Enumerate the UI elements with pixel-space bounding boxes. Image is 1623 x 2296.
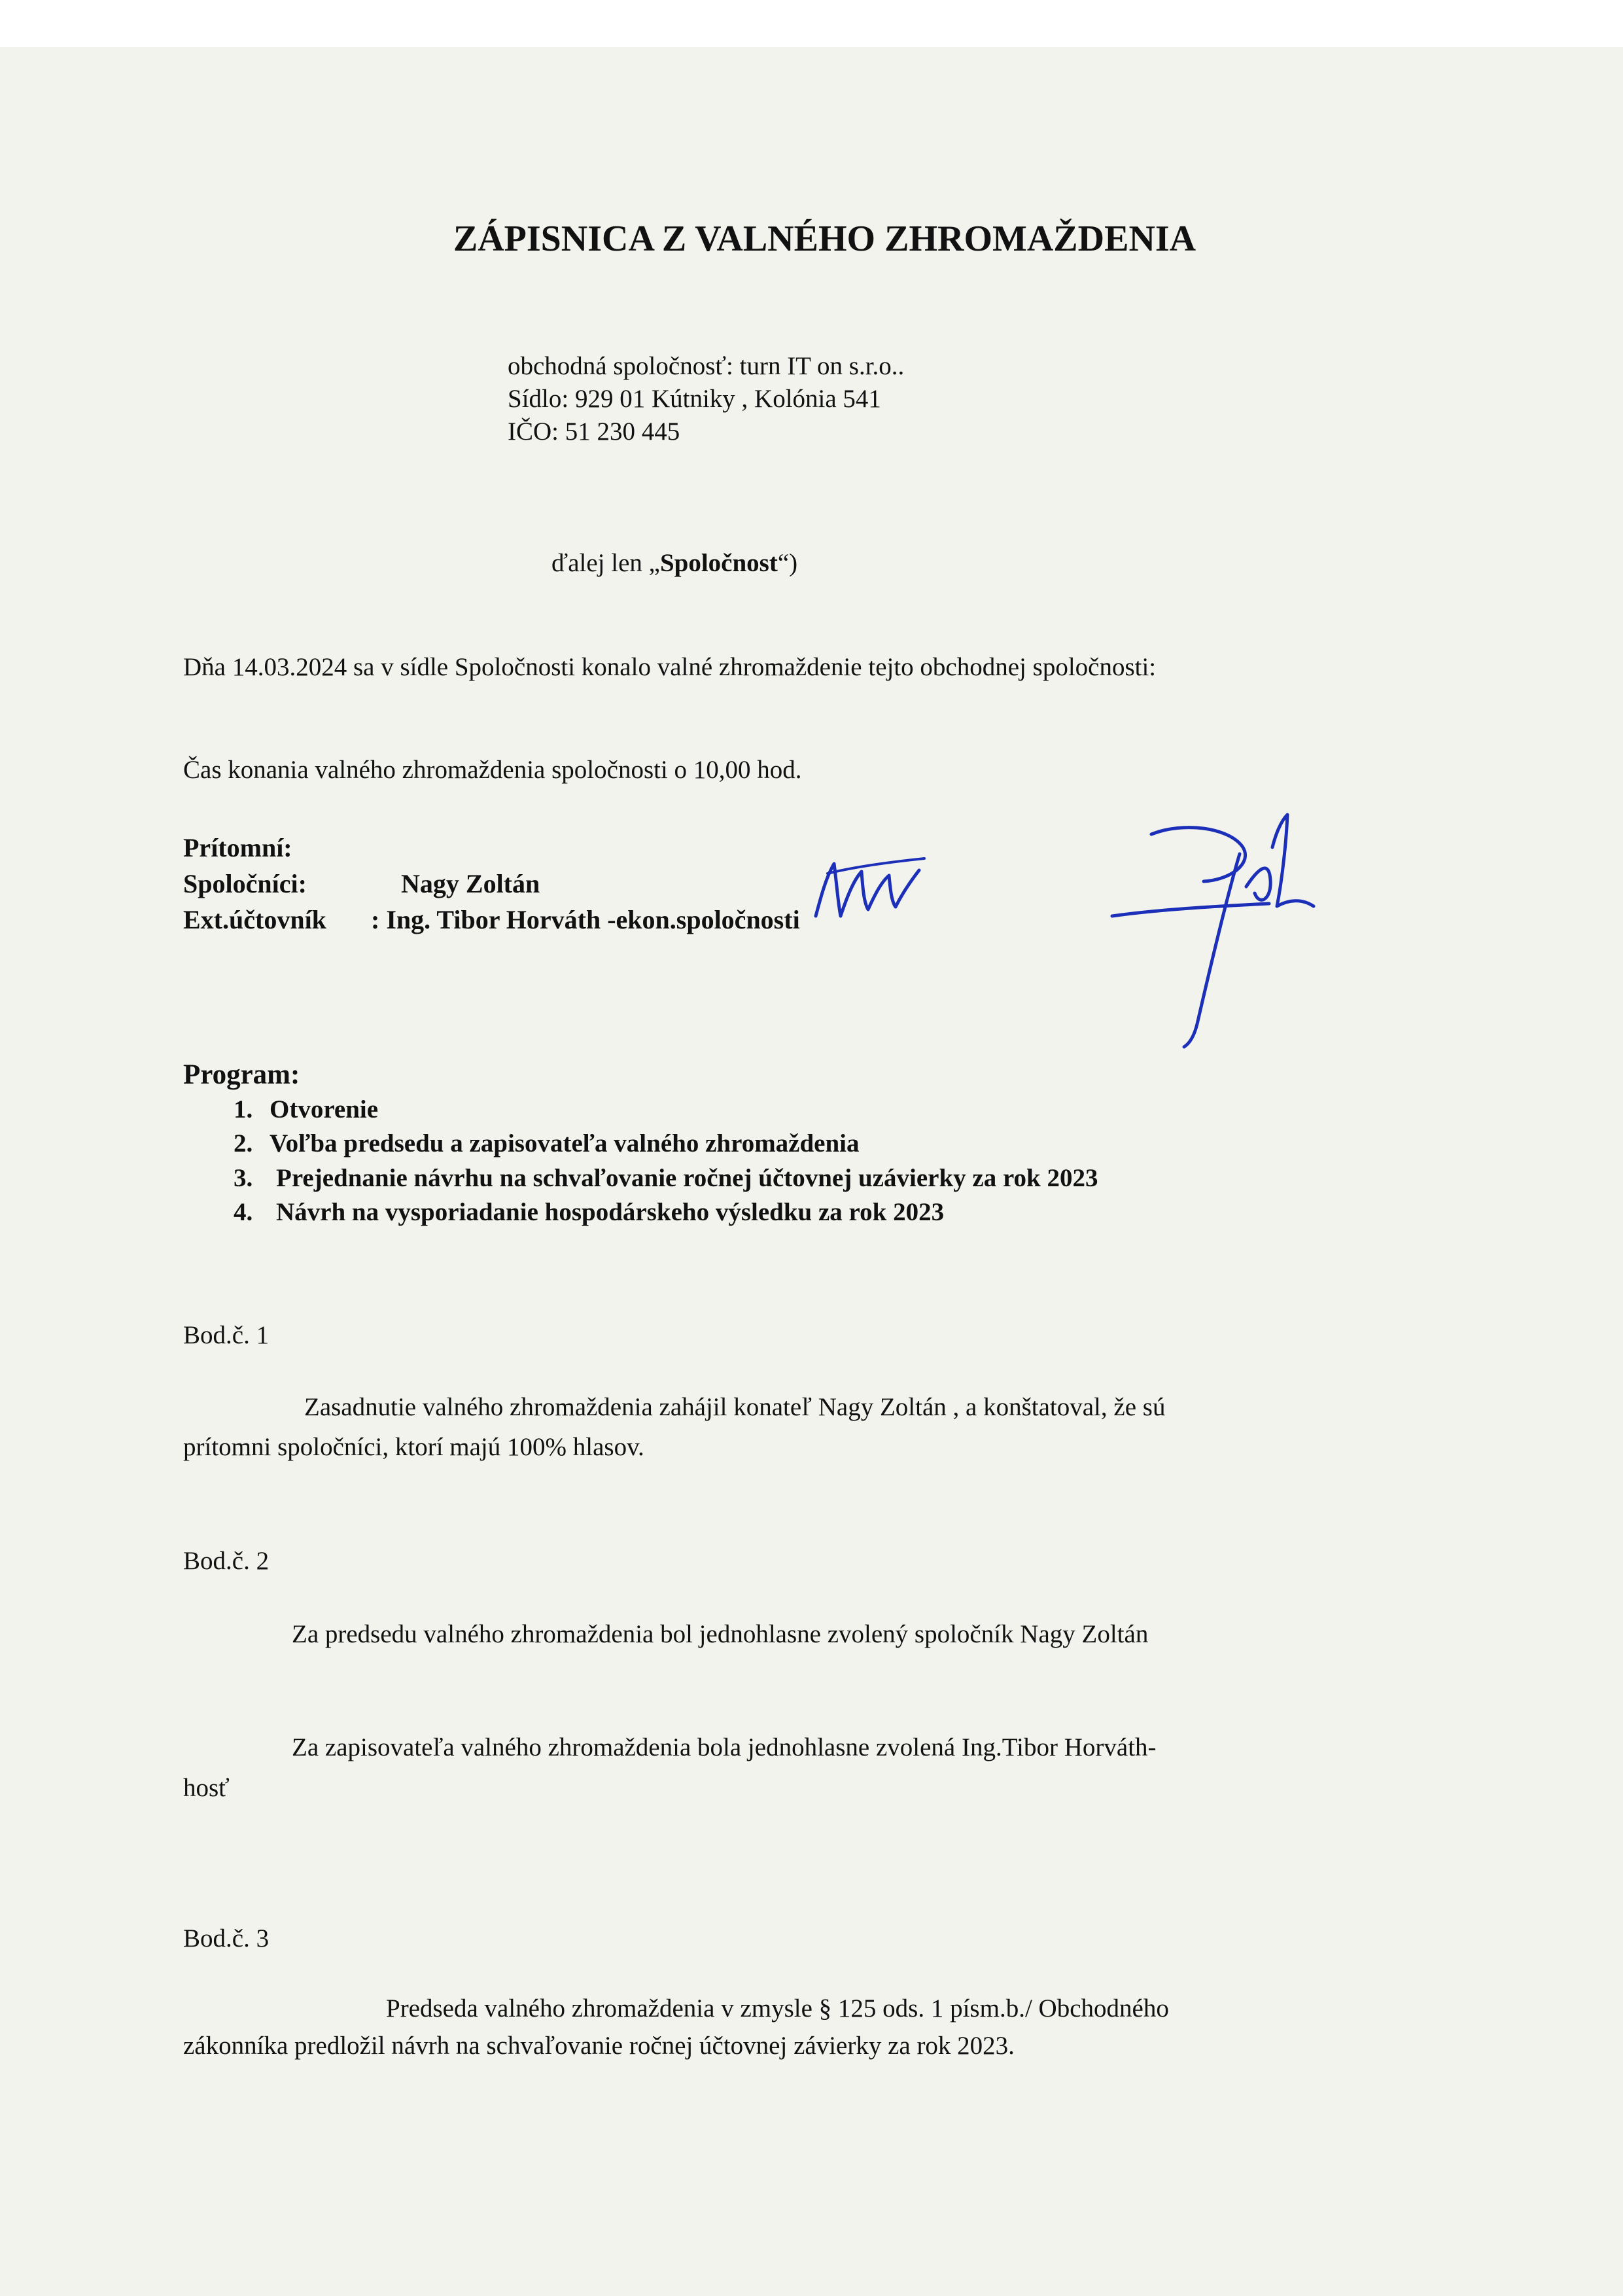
alias-suffix: “): [777, 549, 798, 577]
point-2-text-line1: Za predsedu valného zhromaždenia bol jednohlasne zvolený spoločník Nagy Zoltán: [292, 1620, 1149, 1648]
program-item-text: Voľba predsedu a zapisovateľa valného zhromaždenia: [270, 1129, 860, 1157]
point-1-text-line1: Zasadnutie valného zhromaždenia zahájil konateľ Nagy Zoltán , a konštatoval, že sú: [304, 1393, 1166, 1421]
attendance-heading: Prítomní:: [183, 833, 292, 862]
company-address-line: Sídlo: 929 01 Kútniky , Kolónia 541: [508, 385, 881, 413]
program-heading: Program:: [183, 1059, 300, 1090]
program-item: [234, 1163, 1098, 1194]
program-item-text: Prejednanie návrhu na schvaľovanie ročnej účtovnej uzávierky za rok 2023: [276, 1164, 1098, 1192]
point-3-text-line1: Predseda valného zhromaždenia v zmysle § 125 ods. 1 písm.b./ Obchodného: [386, 1994, 1169, 2022]
signature-large: [1106, 808, 1321, 1050]
program-item: [234, 1095, 378, 1125]
program-item-number: 2.: [234, 1129, 253, 1157]
point-2-label: Bod.č. 2: [183, 1547, 270, 1575]
meeting-time: Čas konania valného zhromaždenia spoločnosti o 10,00 hod.: [183, 756, 802, 784]
intro-paragraph: Dňa 14.03.2024 sa v sídle Spoločnosti konalo valné zhromaždenie tejto obchodnej spoločnosti:: [183, 653, 1157, 681]
company-ico-line: IČO: 51 230 445: [508, 417, 680, 446]
partners-value: Nagy Zoltán: [401, 869, 540, 898]
point-1-label: Bod.č. 1: [183, 1321, 270, 1349]
program-item-number: 3.: [234, 1164, 253, 1192]
partners-label: Spoločníci:: [183, 869, 307, 898]
point-3-text-line2: zákonníka predložil návrh na schvaľovanie ročnej účtovnej závierky za rok 2023.: [183, 2032, 1015, 2060]
alias-name: Spoločnost: [659, 549, 778, 577]
program-item-text: Návrh na vysporiadanie hospodárskeho výsledku za rok 2023: [276, 1198, 945, 1226]
signature-small: [808, 844, 932, 936]
program-item-number: 4.: [234, 1198, 253, 1226]
company-alias: [551, 548, 797, 579]
program-item-number: 1.: [234, 1095, 253, 1123]
document-title: ZÁPISNICA Z VALNÉHO ZHROMAŽDENIA: [453, 219, 1196, 259]
accountant-value: : Ing. Tibor Horváth -ekon.spoločnosti: [371, 905, 800, 934]
program-item-text: Otvorenie: [270, 1095, 379, 1123]
program-item: [234, 1197, 944, 1228]
accountant-label: Ext.účtovník: [183, 905, 326, 934]
point-2-text-line3: hosť: [183, 1774, 230, 1802]
company-name-line: obchodná spoločnosť: turn IT on s.r.o..: [508, 352, 905, 380]
alias-prefix: ďalej len „: [551, 549, 660, 577]
point-3-label: Bod.č. 3: [183, 1924, 270, 1952]
point-2-text-line2: Za zapisovateľa valného zhromaždenia bola jednohlasne zvolená Ing.Tibor Horváth-: [292, 1733, 1157, 1761]
point-1-text-line2: prítomni spoločníci, ktorí majú 100% hlasov.: [183, 1433, 644, 1461]
program-item: [234, 1129, 860, 1159]
